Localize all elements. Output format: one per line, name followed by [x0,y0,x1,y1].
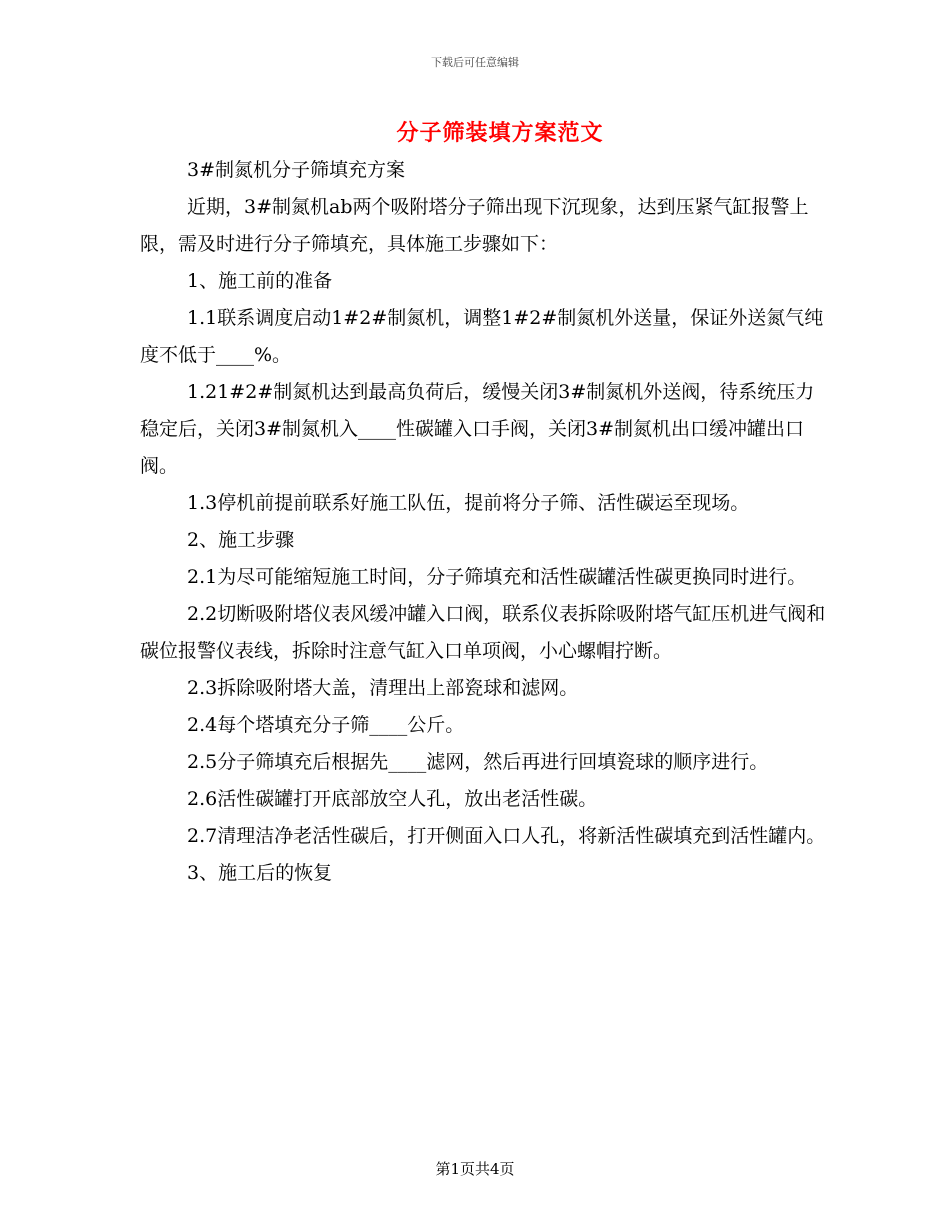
paragraph-2-2: 2.2切断吸附塔仪表风缓冲罐入口阀，联系仪表拆除吸附塔气缸压机进气阀和碳位报警仪表线，拆除时注意气缸入口单项阀，小心螺帽拧断。 [140,603,826,662]
paragraph-2-7: 2.7清理洁净老活性碳后，打开侧面入口人孔，将新活性碳填充到活性罐内。 [187,825,826,847]
paragraph-2-4: 2.4每个塔填充分子筛____公斤。 [187,714,465,736]
paragraph-1-3: 1.3停机前提前联系好施工队伍，提前将分子筛、活性碳运至现场。 [187,492,750,514]
section-heading-1: 1、施工前的准备 [187,270,333,292]
document-body [140,152,830,892]
paragraph-2-6: 2.6活性碳罐打开底部放空人孔，放出老活性碳。 [187,788,598,810]
section-heading-2: 2、施工步骤 [187,529,295,551]
paragraph-intro: 近期，3#制氮机ab两个吸附塔分子筛出现下沉现象，达到压紧气缸报警上限，需及时进行分子筛填充，具体施工步骤如下： [140,196,809,255]
paragraph-2-1: 2.1为尽可能缩短施工时间，分子筛填充和活性碳罐活性碳更换同时进行。 [187,566,807,588]
paragraph-2-3: 2.3拆除吸附塔大盖，清理出上部瓷球和滤网。 [187,677,579,699]
paragraph-subtitle: 3#制氮机分子筛填充方案 [187,159,406,181]
document-title: 分子筛装填方案范文 [396,120,604,146]
paragraph-1-1: 1.1联系调度启动1#2#制氮机，调整1#2#制氮机外送量，保证外送氮气纯度不低于____%。 [140,307,824,366]
header-note: 下载后可任意编辑 [431,56,519,69]
paragraph-1-2: 1.21#2#制氮机达到最高负荷后，缓慢关闭3#制氮机外送阀，待系统压力稳定后，关闭3#制氮机入____性碳罐入口手阀，关闭3#制氮机出口缓冲罐出口阀。 [140,381,815,477]
page-footer: 第1页共4页 [435,1160,515,1178]
section-heading-3: 3、施工后的恢复 [187,862,333,884]
paragraph-2-5: 2.5分子筛填充后根据先____滤网，然后再进行回填瓷球的顺序进行。 [187,751,769,773]
